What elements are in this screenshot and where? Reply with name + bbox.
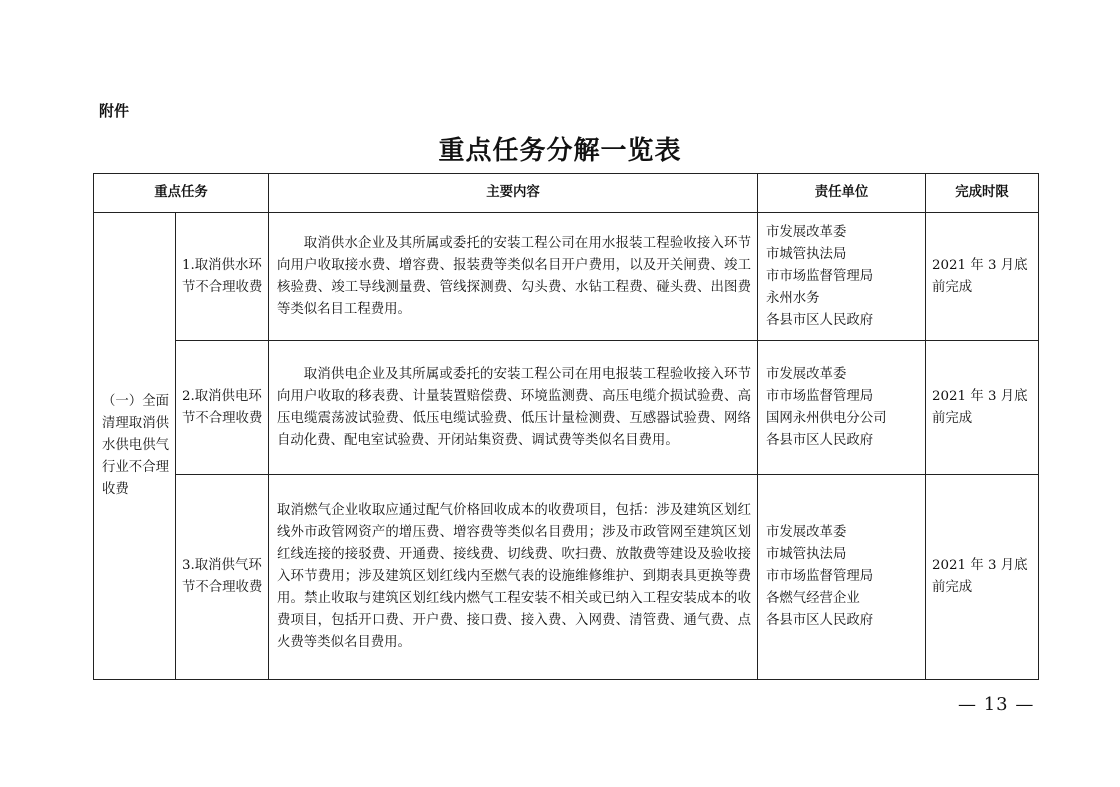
header-key-task: 重点任务 [94,174,269,213]
content-text: 取消供水企业及其所属或委托的安装工程公司在用水报装工程验收接入环节向用户收取接水费、增容费、报装费等类似名目开户费用，以及开关闸费、竣工核验费、竣工导线测量费、管线探测费、勾头费、水钻工程费、碰头费、出图费等类似名目工程费用。 [277,235,751,317]
table-row [94,475,1039,680]
header-main-content: 主要内容 [269,174,758,213]
unit-item: 各燃气经营企业 [766,591,860,606]
attachment-label: 附件 [99,102,130,120]
table-row [94,341,1039,475]
deadline-cell: 2021 年 3 月底前完成 [926,341,1039,475]
unit-item: 各县市区人民政府 [766,312,874,328]
page-title: 重点任务分解一览表 [438,136,682,166]
task-table [93,173,1039,680]
table-header-row [94,174,1039,213]
task-cell: 2.取消供电环节不合理收费 [176,341,269,475]
page-number: — 13 — [958,694,1035,715]
task-cell: 1.取消供水环节不合理收费 [176,213,269,341]
units-cell [758,341,926,475]
unit-item: 市市场监督管理局 [766,268,874,284]
content-cell [269,213,758,341]
unit-item: 各县市区人民政府 [766,432,874,448]
unit-item: 市城管执法局 [766,246,847,262]
deadline-cell: 2021 年 3 月底前完成 [926,475,1039,680]
deadline-cell: 2021 年 3 月底前完成 [926,213,1039,341]
content-cell [269,341,758,475]
content-cell [269,475,758,680]
category-cell: （一）全面清理取消供水供电供气行业不合理收费 [94,213,176,680]
unit-item: 市市场监督管理局 [766,569,874,584]
units-cell [758,213,926,341]
table-row [94,213,1039,341]
header-responsible-unit: 责任单位 [758,174,926,213]
unit-item: 市发展改革委 [766,224,847,240]
unit-item: 市发展改革委 [766,366,847,382]
units-cell [758,475,926,680]
content-text: 取消燃气企业收取应通过配气价格回收成本的收费项目，包括：涉及建筑区划红线外市政管网资产的增压费、增容费等类似名目费用；涉及市政管网至建筑区划红线连接的接驳费、开通费、接线费、切线费、吹扫费、放散费等建设及验收接入环节费用；涉及建筑区划红线内至燃气表的设施维修维护、到期表具更换等费用。禁止收取与建筑区划红线内燃气工程安装不相关或已纳入工程安装成本的收费项目，包括开口费、开户费、接口费、接入费、入网费、清管费、通气费、点火费等类似名目费用。 [277,503,751,650]
task-cell: 3.取消供气环节不合理收费 [176,475,269,680]
unit-item: 永州水务 [766,290,820,306]
header-deadline: 完成时限 [926,174,1039,213]
content-text: 取消供电企业及其所属或委托的安装工程公司在用电报装工程验收接入环节向用户收取的移表费、计量装置赔偿费、环境监测费、高压电缆介损试验费、高压电缆震荡波试验费、低压电缆试验费、低压计量检测费、互感器试验费、网络自动化费、配电室试验费、开闭站集资费、调试费等类似名目费用。 [277,366,751,448]
unit-item: 市市场监督管理局 [766,388,874,404]
unit-item: 市发展改革委 [766,525,847,540]
unit-item: 市城管执法局 [766,547,847,562]
unit-item: 各县市区人民政府 [766,613,874,628]
unit-item: 国网永州供电分公司 [766,410,887,426]
